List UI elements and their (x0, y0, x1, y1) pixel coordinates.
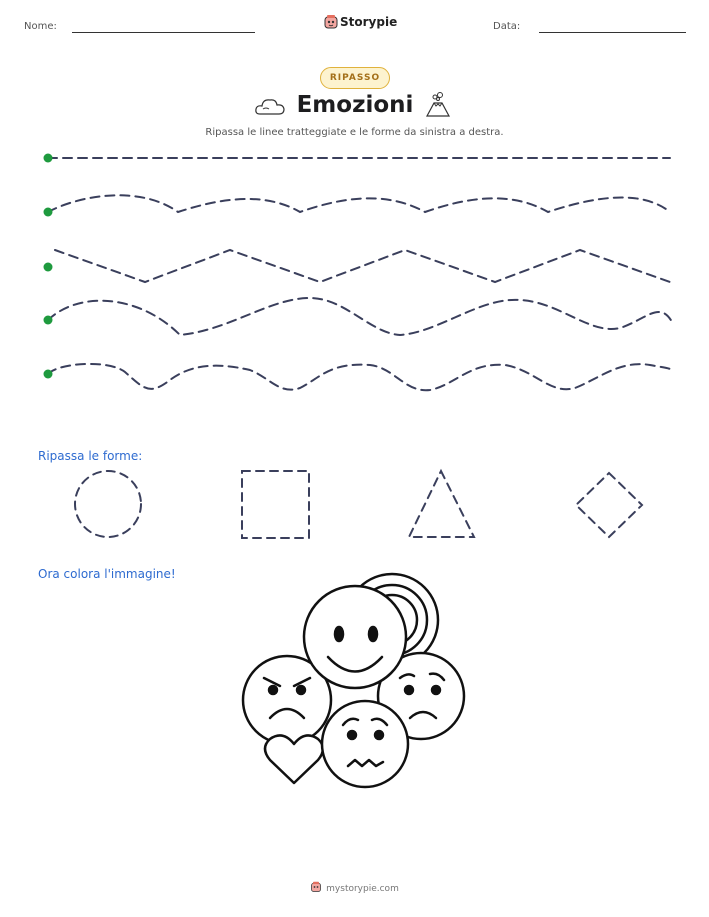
brand-name: Storypie (340, 15, 398, 29)
tracing-line-rounded-wave (48, 364, 672, 390)
review-badge: RIPASSO (320, 67, 390, 89)
start-dot (44, 154, 53, 163)
tracing-line-wave-2 (48, 298, 672, 335)
footer (0, 881, 709, 894)
tracing-line-wave (48, 195, 670, 212)
name-label: Nome: (24, 21, 57, 32)
dashed-triangle (409, 471, 474, 537)
heart-shape (265, 735, 323, 783)
coloring-section-label: Ora colora l'immagine! (38, 567, 176, 581)
start-dot (44, 263, 53, 272)
start-dot (44, 316, 53, 325)
instructions: Ripassa le linee tratteggiate e le forme da sinistra a destra. (205, 127, 504, 138)
tracing-line-zigzag (55, 250, 670, 282)
shapes-section-label: Ripassa le forme: (38, 449, 143, 463)
footer-url[interactable]: mystorypie.com (326, 884, 399, 894)
emotion-faces-coloring-icon (243, 574, 464, 787)
start-dot (44, 370, 53, 379)
worried-face (322, 701, 408, 787)
dashed-circle (75, 471, 141, 537)
dashed-square (242, 471, 309, 538)
storypie-mascot-icon (310, 881, 322, 893)
page-title: Emozioni (296, 92, 414, 118)
happy-face (304, 586, 406, 688)
start-dot (44, 208, 53, 217)
date-label: Data: (493, 21, 521, 32)
dashed-diamond (576, 473, 642, 537)
